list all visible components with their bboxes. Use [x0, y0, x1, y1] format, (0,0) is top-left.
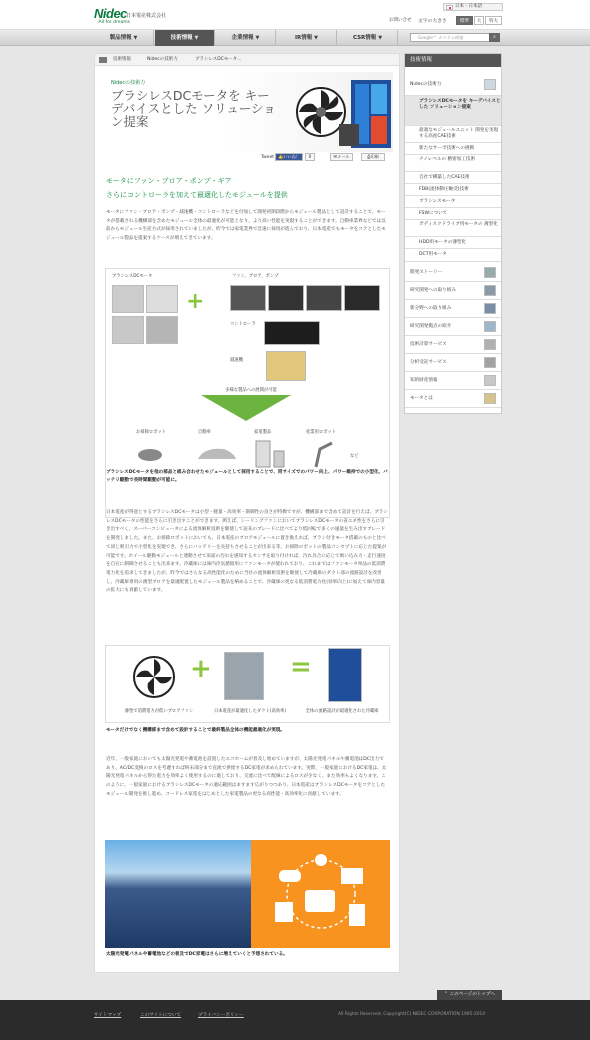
- sidebar-item-active[interactable]: [405, 96, 501, 126]
- sidebar-item[interactable]: [405, 208, 501, 220]
- sidebar-link-label: モータとは: [410, 396, 433, 401]
- figure-caption: 太陽光発電パネルや蓄電池などの普及でDC家電はさらに増えていくと予想されている。: [106, 952, 288, 957]
- sidebar-item-label: FDB(流体動圧軸受)技術: [419, 187, 469, 192]
- fan-photo: [344, 285, 380, 311]
- duct-image: [224, 652, 264, 700]
- app-label: お掃除ロボット: [136, 430, 167, 435]
- nav-label: CSR情報: [352, 35, 377, 41]
- sidebar-link-label: 開発ストーリー: [410, 270, 443, 275]
- lead-line: さらにコントローラを加えて最適化したモジュールを提供: [106, 191, 288, 199]
- reducer-photo: [266, 351, 306, 381]
- figure-caption: ブラシレスDCモータを他の部品と組み合わせたモジュールとして採用することで、同サイズでのパワー向上、パワー維持での小型化、バッテリ駆動で長時間駆動が可能に。: [106, 470, 388, 483]
- sidebar-item[interactable]: [405, 172, 501, 184]
- breadcrumb-current: ブラシレスDCモータ...: [195, 57, 242, 62]
- intro-paragraph: モータにファン・ブロア・ポンプ・減速機・コントローラなどを付加して開発初期段階からモジュール製品として設計することで、モータが搭載される機構部を含めたモジュール全体の最適化が可能となり、より高い性能を実現することができます。自動車業界などでは以前からモジュール生産方式が採用されていましたが、昨今では家電業界で急速に採用が進んでおり、日本電産でもモータをコアとしたモジュール製品を提案するケースが増えてきています。: [106, 210, 386, 242]
- tweet-label[interactable]: Tweet: [261, 155, 274, 160]
- sidebar-heading: 技術情報: [405, 54, 501, 67]
- thumbnail: [484, 357, 496, 368]
- print-label: 印刷: [370, 154, 379, 159]
- body-paragraph: 日本電産が得意とするブラシレスDCモータは小型・軽量・高効率・制御性の良さが特徴ですが、機構部まで含めて設計を行えば、ブラシレスDCモータの性能をさらに引き出すことができます。例えば、シーリングファンにおいてブラシレスDCモータの省エネ性をさらに引き出すべく、スーパーコンピュータによる流体解析技術を駆使して従来のブレードに比べてより低回転で多くの風量を生み出すブレードを開発しました。また、お掃除ロボットにおいても、日本電産のブロアモジュールに置き換えれば、ブラシ付きモータ搭載のものと比べて同じ吸引力で小型化を実現でき、さらにバッテリーを長持ちさせることが出来る等、お掃除ロボットの製品コンセプトに応じた提案が可能です。ホイール駆動モジュールと連動させて床面の汚れを感知するセンサを取り付ければ、汚れ具合に応じて吸い込み力・走行速度を自在に制御させることも出来ます。冷蔵庫には庫内冷気循環用にファンモータが使われており、これまではファンモータ単品の低消費電力化を追求してきましたが、昨今ではさらなる高性能化のために当社の流体解析技術を駆使して冷蔵庫のダクト部の流路設計を改善し、冷蔵庫専用の薄型ブロアを最適配置したモジュール製品を納めることで、冷蔵庫の更なる低消費電力化(効率向上)に加えて庫内容量の拡大にも貢献しています。: [106, 510, 388, 594]
- sidebar-link[interactable]: [405, 264, 501, 282]
- thumbnail: [484, 79, 496, 90]
- sidebar-item-label: ガディスクドライブ用モータの 薄型化: [419, 222, 498, 227]
- lead-heading: [106, 174, 386, 202]
- language-label: 日本 - 日本語: [455, 4, 482, 9]
- like-label: いいね！: [283, 154, 300, 159]
- search-icon: ⌕: [493, 34, 496, 40]
- motor-photo: [112, 285, 144, 313]
- fan-label: ファン、ブロア、ポンプ: [232, 274, 279, 279]
- font-size-label: 文字の大きさ: [418, 19, 447, 24]
- duct-label: 日本電産が最適化したダクト(高効率): [213, 709, 287, 714]
- refrigerator-label: 全体の流路設計が最適化された冷蔵庫: [305, 709, 379, 714]
- sidebar-link[interactable]: [405, 318, 501, 336]
- reducer-label: 減速機: [230, 358, 243, 363]
- sidebar: [404, 53, 502, 414]
- hero-banner: [103, 72, 393, 152]
- sidebar-item-label: FSWについて: [419, 211, 448, 216]
- sidebar-item-label: 自社で構築したCAE技術: [419, 175, 470, 180]
- app-label: 産業用ロボット: [306, 430, 337, 435]
- fan-photo: [306, 285, 342, 311]
- body-paragraph: 近年、一般家庭においても太陽光発電や蓄電池を設置したエコホームが普及し始めていますが、太陽光発電パネルや蓄電池はDC出力であり、AC/DC変換のロスを考慮すれば終末部分まで直流で供給するDC家電が求められています。実際、一般家庭におけるDC家電は、太陽光発電パネルから得た電力を効率よく使用するのに適しており、交流に比べて配線によるロスが少なく、また効率もよくなります。このように、一般家庭におけるブラシレスDCモータの適応範囲はますます広がりつつあり、日本電産はブラシレスDCモータをコアとしたモジュール開発を推し進め、コードレス家電をはじめとした家電製品の更なる高性能・高効率化に貢献しています。: [106, 757, 387, 797]
- sidebar-item[interactable]: [405, 184, 501, 196]
- chevron-down-icon: ▼: [314, 35, 319, 41]
- sidebar-link-label: 新分野への取り組み: [410, 306, 452, 311]
- breadcrumb: [95, 54, 399, 66]
- footer: [0, 1000, 590, 1040]
- print-icon: ⎙: [367, 154, 371, 159]
- thumbnail: [484, 303, 496, 314]
- plus-icon: +: [190, 654, 212, 684]
- sidebar-item-label: HDD用モータの薄型化: [419, 240, 467, 245]
- chevron-down-icon: ▼: [378, 35, 383, 41]
- sidebar-item-label: 最適なモジュールユニット 開発を実現する高度CAE技術: [419, 128, 499, 139]
- hero-image: [281, 74, 393, 150]
- top-header: [0, 0, 590, 29]
- sidebar-link[interactable]: [405, 354, 501, 372]
- sidebar-link-label: 分析受託サービス: [410, 360, 447, 365]
- thumbnail: [484, 393, 496, 404]
- thumbnail: [484, 375, 496, 386]
- appliance-icons: [251, 840, 390, 948]
- japan-flag-icon: [446, 5, 453, 10]
- breadcrumb-item[interactable]: 技術情報: [113, 57, 131, 62]
- nav-label: 製品情報: [109, 35, 132, 41]
- app-label: 家電製品: [254, 430, 272, 435]
- app-label: など: [350, 454, 359, 459]
- controller-label: コントローラ: [230, 322, 256, 327]
- lead-line: モータにファン・ブロア・ポンプ・ギア: [106, 177, 232, 185]
- down-arrow-icon: [201, 395, 291, 421]
- search-button[interactable]: [489, 33, 500, 42]
- sidebar-item-label: DCT用モータ: [419, 252, 447, 257]
- print-button[interactable]: [361, 153, 385, 161]
- refrigerator-image: [328, 648, 362, 702]
- blower-label: 薄型で消費電力が低いブロアファン: [124, 709, 194, 714]
- sidebar-link[interactable]: [405, 282, 501, 300]
- mail-button[interactable]: [330, 153, 353, 161]
- sidebar-item-label: ブラシレスDCモータを キーデバイスとした ソリューション提案: [419, 99, 501, 110]
- nav-csr[interactable]: [338, 30, 398, 46]
- fan-photo: [268, 285, 304, 311]
- sidebar-link-label: 知的財産情報: [410, 378, 438, 383]
- arrow-label: 多様な製品への展開が可能: [225, 388, 277, 393]
- thumb-icon: 👍: [278, 154, 284, 159]
- application-icons: [136, 439, 346, 469]
- nav-ir[interactable]: [277, 30, 337, 46]
- chevron-up-icon: ⌃: [444, 992, 450, 997]
- mail-icon: ✉: [333, 154, 338, 159]
- nav-technology[interactable]: [155, 30, 215, 46]
- copyright: All Rights Reserved, Copyright(C) NIDEC CORPORATION 1995-2014: [338, 1012, 486, 1017]
- chevron-down-icon: ▼: [194, 35, 199, 41]
- sidebar-link[interactable]: [405, 372, 501, 390]
- nav-products[interactable]: [94, 30, 154, 46]
- sidebar-item[interactable]: [405, 143, 501, 155]
- plus-icon: +: [186, 289, 205, 314]
- sidebar-link-label: 技術計算サービス: [410, 342, 447, 347]
- language-selector[interactable]: [443, 3, 503, 11]
- thumbnail: [484, 321, 496, 332]
- nav-label: IR情報: [294, 35, 313, 41]
- sidebar-item[interactable]: [405, 237, 501, 249]
- chevron-down-icon: ▼: [255, 35, 260, 41]
- footer-link-about[interactable]: このサイトについて: [140, 1013, 181, 1018]
- fan-photo: [230, 285, 266, 311]
- sidebar-item[interactable]: [405, 126, 501, 143]
- thumbnail: [484, 285, 496, 296]
- back-to-top-button[interactable]: [437, 990, 502, 1000]
- back-to-top-label: このページのトップへ: [449, 992, 495, 997]
- global-nav: [0, 29, 590, 46]
- breadcrumb-item[interactable]: Nidecの技術力: [147, 57, 178, 62]
- inquiry-link[interactable]: お問い合せ: [389, 18, 412, 23]
- like-count: 0: [305, 153, 315, 161]
- sidebar-link[interactable]: [405, 300, 501, 318]
- dc-appliances-illustration: [251, 840, 390, 948]
- font-size-standard-button[interactable]: 標準: [456, 16, 473, 25]
- motor-label: ブラシレスDCモータ: [112, 274, 153, 279]
- thumbnail: [484, 339, 496, 350]
- font-size-xlarge-button[interactable]: 特大: [485, 16, 502, 25]
- motor-photo: [146, 316, 178, 344]
- nav-label: 技術情報: [170, 35, 193, 41]
- sidebar-item-label: ナノレベルの 精密加工技術: [419, 157, 476, 162]
- solar-panel-photo: [105, 840, 251, 948]
- sidebar-link-label: 研究開発への取り組み: [410, 288, 456, 293]
- sidebar-item[interactable]: [405, 196, 501, 208]
- sidebar-link-label: 研究開発拠点の紹介: [410, 324, 452, 329]
- chevron-down-icon: ▼: [133, 35, 138, 41]
- motor-photo: [146, 285, 178, 313]
- nav-label: 企業情報: [231, 35, 254, 41]
- company-name: 日本電産株式会社: [126, 13, 167, 19]
- refrigerator-diagram: [105, 645, 390, 723]
- search-input[interactable]: Google™ カスタム検索: [410, 33, 500, 42]
- app-label: 自動車: [198, 430, 211, 435]
- nav-corporate[interactable]: [216, 30, 276, 46]
- blower-fan-image: [131, 654, 177, 700]
- sidebar-item[interactable]: [405, 220, 501, 237]
- nidec-logo[interactable]: Nidec: [94, 6, 127, 21]
- main-content: [94, 53, 400, 973]
- thumbnail: [484, 267, 496, 278]
- font-size-large-button[interactable]: 大: [474, 16, 484, 25]
- sidebar-item-label: Nidecの技術力: [410, 82, 442, 87]
- sidebar-link[interactable]: [405, 390, 501, 408]
- footer-link-privacy[interactable]: プライバシーポリシー: [198, 1013, 244, 1018]
- sidebar-item-label: 新たなサーボ技術への挑戦: [419, 146, 475, 151]
- hero-kicker: Nidecの技術力: [111, 80, 146, 86]
- sidebar-item[interactable]: [405, 249, 501, 262]
- sidebar-item-label: ブラシレスモータ: [419, 199, 456, 204]
- facebook-like-button[interactable]: [275, 153, 303, 161]
- footer-link-sitemap[interactable]: サイトマップ: [94, 1013, 122, 1018]
- logo-tagline: -All for dreams: [97, 20, 131, 25]
- sidebar-item[interactable]: [405, 74, 501, 96]
- sidebar-link[interactable]: [405, 336, 501, 354]
- home-icon[interactable]: [99, 57, 107, 63]
- figure-caption: モータだけでなく機構部まで含めて設計することで最終製品全体の機能最適化が実現。: [106, 728, 285, 733]
- controller-photo: [264, 321, 320, 345]
- sidebar-item[interactable]: [405, 155, 501, 172]
- motor-photo: [112, 316, 144, 344]
- equals-icon: =: [290, 652, 312, 682]
- page-title: ブラシレスDCモータを キーデバイスとした ソリューション提案: [111, 88, 276, 129]
- mail-label: メール: [337, 154, 350, 159]
